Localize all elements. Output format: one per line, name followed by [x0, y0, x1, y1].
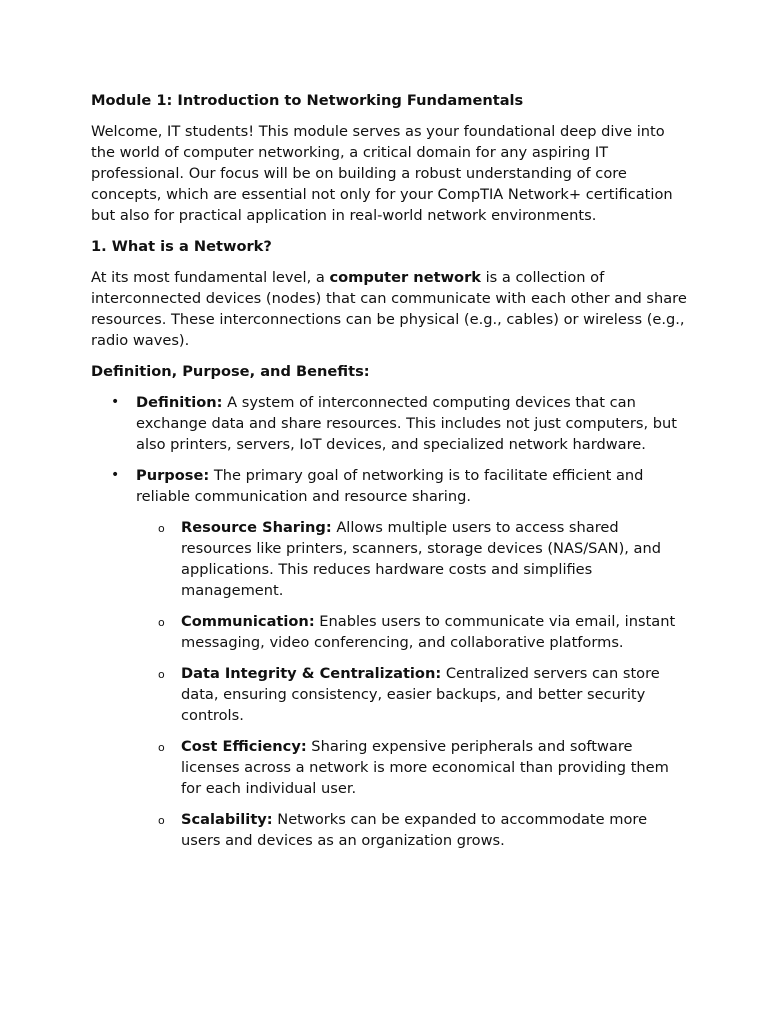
list-item: [91, 736, 691, 799]
para-prefix: At its most fundamental level, a: [91, 269, 330, 286]
main-bullet-list: [91, 392, 691, 851]
item-term: Purpose:: [136, 467, 210, 484]
item-text: Sharing expensive peripherals and software licenses across a network is more economical than providing them for each individual user.: [181, 738, 669, 797]
sub-bullet-icon: o: [158, 616, 165, 629]
intro-paragraph: Welcome, IT students! This module serves as your foundational deep dive into the world of computer networking, a critical domain for any aspiring IT professional. Our focus will be on building a robust understanding of core concepts, which are essential not only for your CompTIA Network+ certification but also for practical application in real-world network environments.: [91, 123, 673, 224]
list-item-purpose: [91, 465, 691, 851]
module-title: Module 1: Introduction to Networking Fundamentals: [91, 92, 524, 109]
subheading: Definition, Purpose, and Benefits:: [91, 363, 370, 380]
item-text: Centralized servers can store data, ensuring consistency, easier backups, and better security controls.: [181, 665, 660, 724]
sub-bullet-icon: o: [158, 741, 165, 754]
item-term: Cost Efficiency:: [181, 738, 307, 755]
network-definition-paragraph: [91, 267, 691, 351]
sub-bullet-icon: o: [158, 668, 165, 681]
item-term: Data Integrity & Centralization:: [181, 665, 442, 682]
item-text: Networks can be expanded to accommodate more users and devices as an organization grows.: [181, 811, 648, 849]
benefits-list: [136, 517, 691, 851]
para-bold-term: computer network: [329, 269, 481, 286]
list-item: [91, 663, 691, 726]
item-text: The primary goal of networking is to facilitate efficient and reliable communication and resource sharing.: [136, 467, 644, 505]
document-content: [91, 90, 691, 861]
list-item-definition: [91, 392, 691, 455]
bullet-icon: •: [111, 394, 120, 410]
item-term: Communication:: [181, 613, 315, 630]
sub-bullet-icon: o: [158, 814, 165, 827]
sub-bullet-icon: o: [158, 522, 165, 535]
list-item: [91, 611, 691, 653]
item-text: A system of interconnected computing devices that can exchange data and share resources. This includes not just computers, but also printers, servers, IoT devices, and specialized network hardware.: [136, 394, 678, 453]
section-heading: 1. What is a Network?: [91, 238, 272, 255]
item-term: Resource Sharing:: [181, 519, 332, 536]
list-item: [91, 517, 691, 601]
para-suffix: is a collection of interconnected devices (nodes) that can communicate with each other and share resources. These interconnections can be physical (e.g., cables) or wireless (e.g., radio waves).: [91, 269, 687, 349]
item-term: Definition:: [136, 394, 223, 411]
item-text: Allows multiple users to access shared resources like printers, scanners, storage devices (NAS/SAN), and applications. This reduces hardware costs and simplifies management.: [181, 519, 661, 599]
item-term: Scalability:: [181, 811, 273, 828]
bullet-icon: •: [111, 467, 120, 483]
item-text: Enables users to communicate via email, instant messaging, video conferencing, and collaborative platforms.: [181, 613, 676, 651]
list-item: [91, 809, 691, 851]
